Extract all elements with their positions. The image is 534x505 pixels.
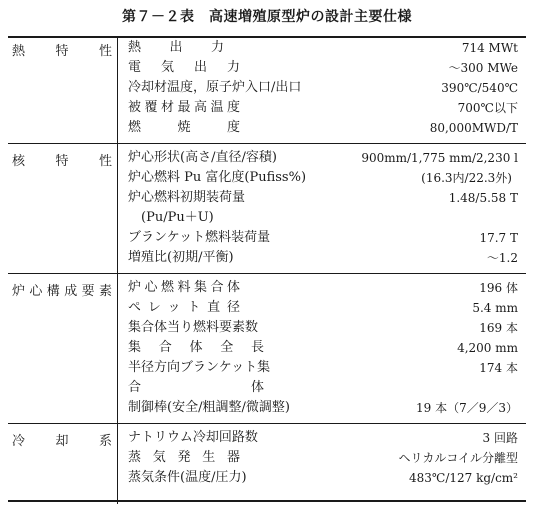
- table-row: [0, 398, 534, 418]
- row-value: 17.7 T: [479, 231, 518, 245]
- table-title: 第７－２表 高速増殖原型炉の設計主要仕様: [122, 9, 412, 25]
- table-row: [0, 78, 534, 98]
- row-value: 19 本（7／9／3）: [416, 401, 518, 415]
- section-rule: [8, 273, 526, 274]
- row-value: 483℃/127 kg/cm²: [409, 471, 518, 485]
- row-value: 80,000MWD/T: [429, 121, 518, 135]
- category-core-components: 炉心構成要素: [12, 284, 112, 299]
- row-item: 半径方向ブランケット集: [128, 360, 271, 375]
- table-row: [0, 448, 534, 468]
- row-item: 冷却材温度，原子炉入口/出口: [128, 80, 302, 95]
- row-value: 5.4 mm: [472, 301, 518, 315]
- table-row: [0, 428, 534, 448]
- row-value: 700℃以下: [457, 101, 518, 115]
- table-row: [0, 338, 534, 358]
- row-value: ～1.2: [486, 251, 518, 265]
- table-row: [0, 118, 534, 138]
- row-value: ヘリカルコイル分離型: [398, 451, 518, 465]
- row-value: 169 本: [479, 321, 518, 335]
- table-row: [0, 278, 534, 298]
- category-thermal: 熱 特 性: [12, 44, 112, 59]
- category-nuclear: 核 特 性: [12, 154, 112, 169]
- table-row: [0, 248, 534, 268]
- row-item: 電 気 出 力: [128, 60, 240, 75]
- row-item: 炉心燃料 Pu 富化度(Pufiss%): [128, 170, 307, 185]
- row-item: 被覆材最高温度: [128, 100, 240, 115]
- table-row: [0, 228, 534, 248]
- row-value: (16.3内/22.3外): [421, 171, 512, 185]
- row-item: (Pu/Pu＋U): [128, 210, 214, 225]
- row-item: 炉心燃料初期装荷量: [128, 190, 246, 205]
- row-item: 集合体全長: [128, 340, 264, 355]
- row-item: ナトリウム冷却回路数: [128, 430, 258, 445]
- table-row: [0, 98, 534, 118]
- row-item: 制御棒(安全/粗調整/微調整): [128, 400, 290, 415]
- row-item: 蒸気発生器: [128, 450, 240, 465]
- row-value: 900mm/1,775 mm/2,230 l: [361, 151, 518, 165]
- table-row: [0, 318, 534, 338]
- row-item: ペレット直径: [128, 300, 240, 315]
- table-row: [0, 358, 534, 378]
- row-value: 714 MWt: [461, 41, 518, 55]
- section-rule: [8, 423, 526, 424]
- row-value: 3 回路: [482, 431, 518, 445]
- bottom-rule: [8, 500, 526, 502]
- table-row: [0, 468, 534, 488]
- table-row: [0, 188, 534, 208]
- table-row: [0, 298, 534, 318]
- row-item: 炉心燃料集合体: [128, 280, 240, 295]
- row-value: ～300 MWe: [448, 61, 518, 75]
- row-value: 4,200 mm: [457, 341, 518, 355]
- row-value: 174 本: [479, 361, 518, 375]
- row-value: 1.48/5.58 T: [448, 191, 518, 205]
- row-item: ブランケット燃料装荷量: [128, 230, 271, 245]
- table-row: [0, 38, 534, 58]
- section-rule: [8, 143, 526, 144]
- table-row: [0, 378, 534, 398]
- table-row: [0, 58, 534, 78]
- row-value: 390℃/540℃: [441, 81, 518, 95]
- row-item: 燃 焼 度: [128, 120, 240, 135]
- row-item: 炉心形状(高さ/直径/容積): [128, 150, 277, 165]
- row-item: 蒸気条件(温度/圧力): [128, 470, 247, 485]
- row-item: 合 体: [128, 380, 264, 395]
- table-row: [0, 148, 534, 168]
- row-item: 熱 出 力: [128, 40, 224, 55]
- category-cooling-system: 冷 却 系: [12, 434, 112, 449]
- table-row: [0, 208, 534, 228]
- row-value: 196 体: [479, 281, 518, 295]
- row-item: 集合体当り燃料要素数: [128, 320, 259, 335]
- table-row: [0, 168, 534, 188]
- row-item: 増殖比(初期/平衡): [128, 250, 234, 265]
